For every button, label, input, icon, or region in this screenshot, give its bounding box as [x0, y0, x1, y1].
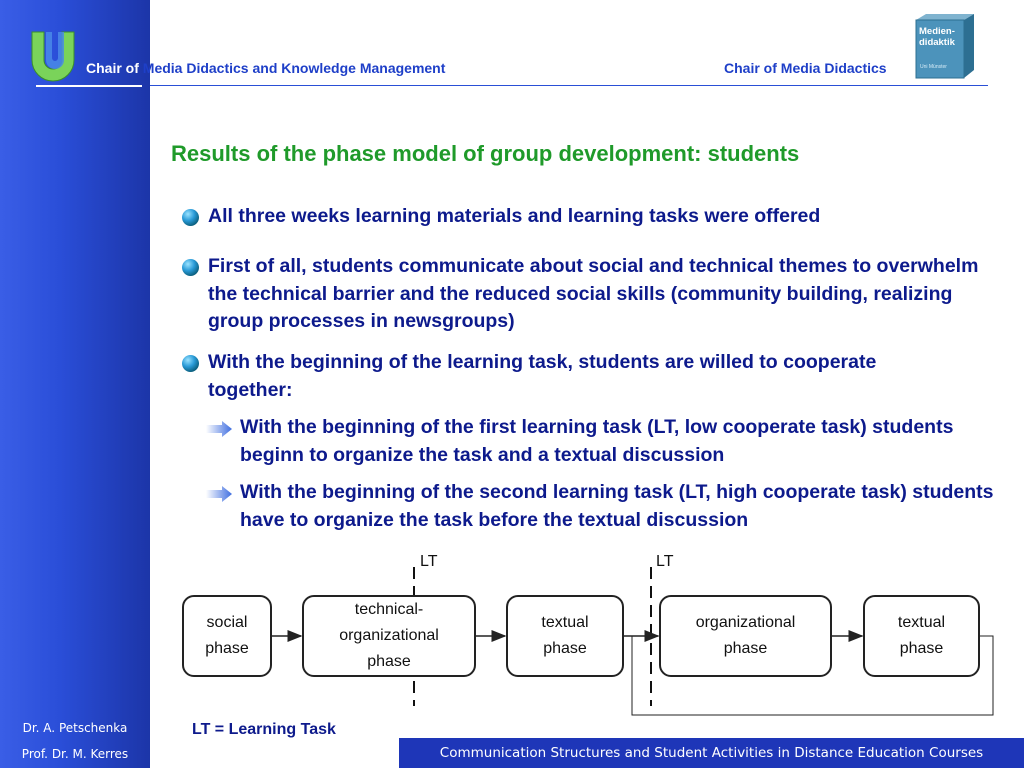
author-name: Prof. Dr. M. Kerres	[21, 747, 129, 761]
phase-box	[863, 595, 980, 677]
diagram-legend: LT = Learning Task	[192, 721, 336, 738]
sub-bullet-item	[206, 479, 996, 537]
chair-name-white: Chair of	[86, 60, 139, 76]
author-name: Dr. A. Petschenka	[22, 721, 128, 735]
header-divider	[150, 85, 988, 86]
phase-box-text: organizational	[339, 627, 439, 644]
phase-box-text: phase	[543, 640, 587, 657]
bullet-sphere-icon	[182, 259, 199, 276]
arrow-right-icon	[206, 486, 232, 502]
university-logo-icon	[28, 28, 78, 82]
sidebar-band	[0, 0, 150, 768]
bullet-item	[182, 203, 982, 233]
bullet-text: With the beginning of the learning task, students are willed to cooperate together:	[208, 351, 877, 401]
lt-label: LT	[420, 553, 438, 570]
phase-box-text: phase	[367, 653, 411, 670]
sub-bullet-text: With the beginning of the second learning task (LT, high cooperate task) students have to organize the task before the textual discussion	[240, 481, 994, 531]
svg-text:Uni Münster: Uni Münster	[920, 64, 947, 70]
phase-box	[659, 595, 832, 677]
sub-bullet-item	[206, 414, 996, 472]
phase-box-text: textual	[897, 614, 946, 631]
cube-logo-label: Medien-didaktik	[919, 26, 955, 48]
lt-label: LT	[656, 553, 674, 570]
chair-short-name: Chair of Media Didactics	[724, 60, 887, 76]
page-title: Results of the phase model of group development: students	[171, 141, 800, 166]
phase-box-text: phase	[205, 640, 249, 657]
footer-title: Communication Structures and Student Activities in Distance Education Courses	[439, 745, 984, 761]
phase-box-text: social	[206, 614, 248, 631]
sub-bullet-text: With the beginning of the first learning task (LT, low cooperate task) students beginn to organize the task and a textual discussion	[240, 416, 954, 466]
bullet-item	[182, 253, 982, 338]
bullet-item	[182, 349, 982, 407]
header-divider-left	[36, 85, 142, 87]
bullet-sphere-icon	[182, 355, 199, 372]
phase-box	[182, 595, 272, 677]
chair-name	[86, 60, 445, 76]
phase-box	[506, 595, 624, 677]
phase-box-text: organizational	[695, 614, 796, 631]
bullet-sphere-icon	[182, 209, 199, 226]
footer-bar	[399, 738, 1024, 768]
bullet-text: First of all, students communicate about social and technical themes to overwhelm the technical barrier and the reduced social skills (community building, realizing group processes in newsgroups)	[208, 255, 979, 332]
arrow-right-icon	[206, 421, 232, 437]
chair-name-blue: Media Didactics and Knowledge Management	[138, 60, 446, 76]
bullet-text: All three weeks learning materials and learning tasks were offered	[208, 205, 821, 227]
phase-box-text: technical-	[354, 601, 424, 618]
phase-box-text: phase	[723, 640, 768, 657]
phase-box-text: textual	[541, 614, 589, 631]
phase-box-text: phase	[899, 640, 944, 657]
phase-box	[302, 595, 476, 677]
